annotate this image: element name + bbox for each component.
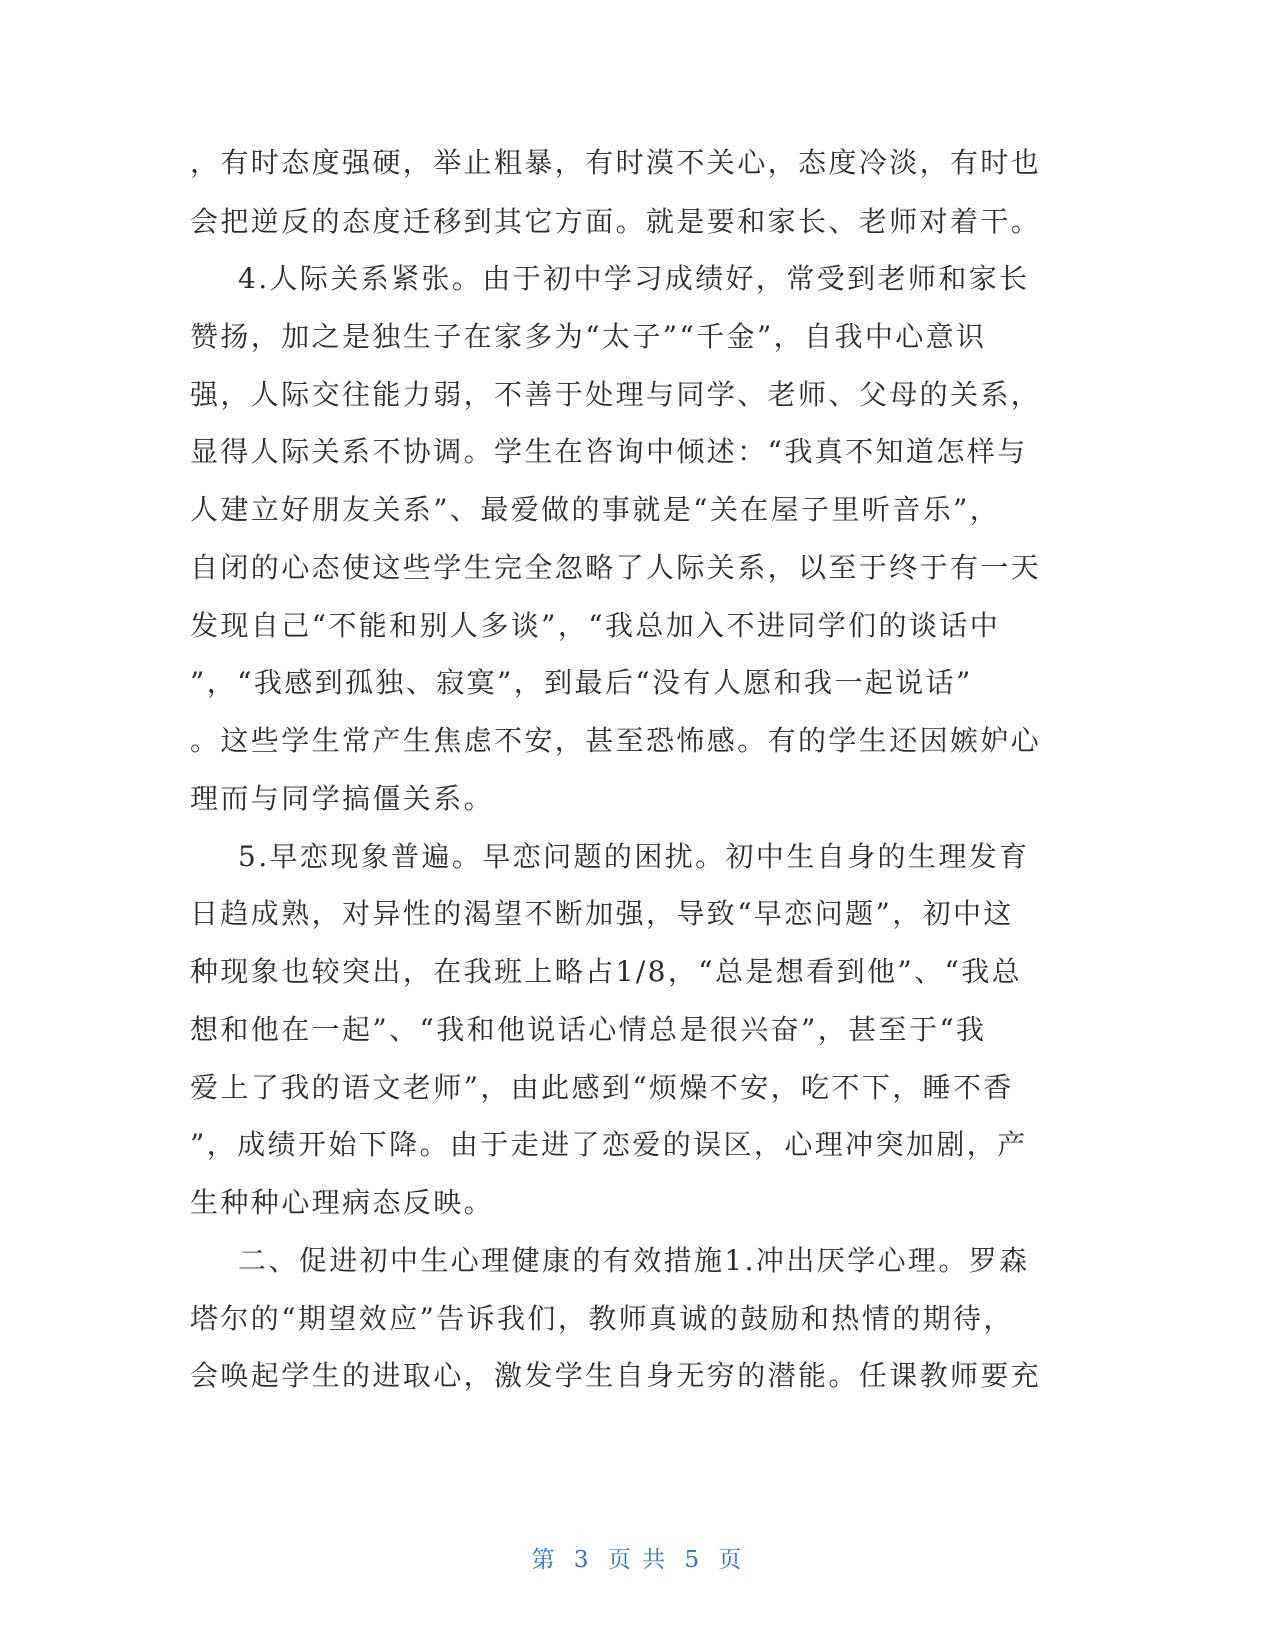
text-line: 理而与同学搞僵关系。: [190, 782, 495, 815]
text-line: ”，“我感到孤独、寂寞”，到最后“没有人愿和我一起说话”: [190, 666, 973, 699]
page-footer: [0, 1545, 1275, 1575]
text-line: 爱上了我的语文老师”，由此感到“烦燥不安，吃不下，睡不香: [190, 1071, 1014, 1104]
text-line: 日趋成熟，对异性的渴望不断加强，导致“早恋问题”，初中这: [190, 897, 1014, 930]
footer-middle: 页 共: [607, 1547, 668, 1573]
text-line: 赞扬，加之是独生子在家多为“太子”“千金”，自我中心意识: [190, 320, 987, 353]
text-line: 。这些学生常产生焦虑不安，甚至恐怖感。有的学生还因嫉妒心: [190, 724, 1042, 757]
total-pages-number: 5: [684, 1547, 702, 1573]
text-line: 4.人际关系紧张。由于初中学习成绩好，常受到老师和家长: [238, 262, 1030, 295]
text-line: 5.早恋现象普遍。早恋问题的困扰。初中生自身的生理发育: [238, 840, 1030, 873]
text-line: 二、促进初中生心理健康的有效措施1.冲出厌学心理。罗森: [238, 1244, 1030, 1277]
text-line: 强，人际交往能力弱，不善于处理与同学、老师、父母的关系，: [190, 378, 1042, 411]
text-line: 人建立好朋友关系”、最爱做的事就是“关在屋子里听音乐”，: [190, 493, 1001, 526]
text-line: 显得人际关系不协调。学生在咨询中倾述：“我真不知道怎样与: [190, 435, 1028, 468]
text-line: 想和他在一起”、“我和他说话心情总是很兴奋”，甚至于“我: [190, 1013, 987, 1046]
text-line: 塔尔的“期望效应”告诉我们，教师真诚的鼓励和热情的期待，: [190, 1302, 1014, 1335]
text-line: 发现自己“不能和别人多谈”，“我总加入不进同学们的谈话中: [190, 609, 1001, 642]
current-page-number: 3: [573, 1547, 591, 1573]
text-line: 生种种心理病态反映。: [190, 1186, 495, 1219]
text-line: 会唤起学生的进取心，激发学生自身无穷的潜能。任课教师要充: [190, 1359, 1042, 1392]
text-line: 自闭的心态使这些学生完全忽略了人际关系，以至于终于有一天: [190, 551, 1042, 584]
text-line: 种现象也较突出，在我班上略占1/8，“总是想看到他”、“我总: [190, 955, 1023, 988]
text-line: ”，成绩开始下降。由于走进了恋爱的误区，心理冲突加剧，产: [190, 1128, 1028, 1161]
footer-prefix: 第: [531, 1547, 557, 1573]
text-line: 会把逆反的态度迁移到其它方面。就是要和家长、老师对着干。: [190, 205, 1042, 238]
footer-suffix: 页: [718, 1547, 744, 1573]
text-line: ，有时态度强硬，举止粗暴，有时漠不关心，态度冷淡，有时也: [190, 146, 1042, 179]
